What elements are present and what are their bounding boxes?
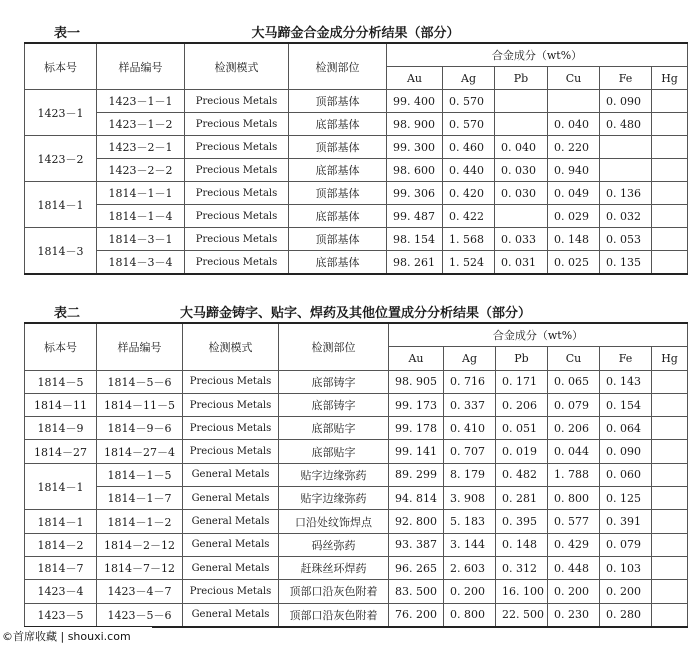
cell-specimen: 1814－1 (25, 463, 97, 510)
cell-value: 98. 261 (387, 251, 443, 275)
table-2-caption (24, 300, 687, 322)
cell-value: 0. 570 (443, 90, 495, 113)
cell-value: 1. 788 (548, 463, 600, 486)
cell-specimen: 1814－7 (25, 556, 97, 579)
table-row (25, 90, 688, 113)
cell-value (495, 90, 548, 113)
cell-mode: General Metals (183, 510, 279, 533)
cell-sample: 1423－1－1 (97, 90, 185, 113)
cell-value (652, 113, 688, 136)
cell-sample: 1814－7－12 (97, 556, 183, 579)
cell-specimen: 1814－1 (25, 182, 97, 228)
cell-mode: Precious Metals (185, 90, 289, 113)
header-element: Fe (600, 347, 652, 370)
cell-value: 99. 178 (389, 417, 444, 440)
cell-sample: 1814－9－6 (97, 417, 183, 440)
cell-value (652, 182, 688, 205)
cell-sample: 1814－1－2 (97, 510, 183, 533)
cell-value: 0. 040 (495, 136, 548, 159)
header-part: 检测部位 (289, 43, 387, 90)
cell-value: 0. 031 (495, 251, 548, 275)
cell-value: 0. 125 (600, 487, 652, 510)
cell-value (652, 228, 688, 251)
cell-mode: Precious Metals (183, 580, 279, 603)
cell-part: 底部铸字 (279, 370, 389, 393)
cell-value: 0. 429 (548, 533, 600, 556)
cell-mode: General Metals (183, 556, 279, 579)
cell-part: 顶部口沿灰色附着 (279, 603, 389, 627)
table-2 (24, 322, 688, 628)
cell-specimen: 1423－2 (25, 136, 97, 182)
cell-sample: 1814－27－4 (97, 440, 183, 463)
cell-value: 99. 400 (387, 90, 443, 113)
cell-sample: 1814－1－1 (97, 182, 185, 205)
header-sample: 样品编号 (97, 43, 185, 90)
table-row (25, 533, 688, 556)
cell-value: 0. 029 (548, 205, 600, 228)
cell-value: 0. 049 (548, 182, 600, 205)
cell-sample: 1423－2－2 (97, 159, 185, 182)
cell-mode: Precious Metals (183, 440, 279, 463)
cell-value: 98. 900 (387, 113, 443, 136)
cell-value: 99. 487 (387, 205, 443, 228)
cell-value: 0. 154 (600, 393, 652, 416)
header-specimen: 标本号 (25, 323, 97, 370)
cell-sample: 1814－1－4 (97, 205, 185, 228)
table-2-body (25, 370, 688, 627)
table-row (25, 159, 688, 182)
cell-value (652, 603, 688, 627)
cell-value: 89. 299 (389, 463, 444, 486)
cell-part: 顶部基体 (289, 136, 387, 159)
cell-mode: Precious Metals (185, 159, 289, 182)
cell-value: 0. 800 (548, 487, 600, 510)
cell-part: 顶部基体 (289, 90, 387, 113)
cell-value: 0. 033 (495, 228, 548, 251)
cell-value: 0. 044 (548, 440, 600, 463)
header-specimen: 标本号 (25, 43, 97, 90)
cell-specimen: 1814－2 (25, 533, 97, 556)
cell-specimen: 1423－4 (25, 580, 97, 603)
cell-value: 0. 079 (600, 533, 652, 556)
cell-value: 0. 940 (548, 159, 600, 182)
cell-value (652, 251, 688, 275)
cell-value: 0. 448 (548, 556, 600, 579)
cell-value (548, 90, 600, 113)
cell-mode: General Metals (183, 533, 279, 556)
cell-part: 口沿处纹饰焊点 (279, 510, 389, 533)
cell-value (652, 159, 688, 182)
cell-value: 0. 230 (548, 603, 600, 627)
cell-value (652, 556, 688, 579)
cell-value: 0. 200 (548, 580, 600, 603)
table-1-caption (24, 20, 687, 42)
cell-value (495, 113, 548, 136)
cell-specimen: 1814－1 (25, 510, 97, 533)
cell-value: 0. 800 (444, 603, 496, 627)
cell-value: 0. 171 (496, 370, 548, 393)
cell-value: 0. 032 (600, 205, 652, 228)
cell-value: 0. 135 (600, 251, 652, 275)
cell-value: 0. 410 (444, 417, 496, 440)
cell-value: 1. 524 (443, 251, 495, 275)
cell-part: 码丝弥药 (279, 533, 389, 556)
header-element: Au (387, 67, 443, 90)
cell-value: 0. 206 (496, 393, 548, 416)
table-2-label: 表二 (54, 306, 81, 321)
cell-value: 22. 500 (496, 603, 548, 627)
cell-mode: Precious Metals (185, 136, 289, 159)
cell-value: 0. 482 (496, 463, 548, 486)
cell-specimen: 1814－3 (25, 228, 97, 275)
cell-specimen: 1814－9 (25, 417, 97, 440)
header-mode: 检测模式 (185, 43, 289, 90)
header-element: Hg (652, 347, 688, 370)
cell-specimen: 1814－11 (25, 393, 97, 416)
table-row (25, 603, 688, 627)
cell-value: 0. 148 (496, 533, 548, 556)
table-2-block (24, 300, 687, 628)
cell-value: 0. 025 (548, 251, 600, 275)
cell-value: 0. 143 (600, 370, 652, 393)
cell-mode: Precious Metals (185, 205, 289, 228)
cell-sample: 1814－1－5 (97, 463, 183, 486)
cell-part: 底部铸字 (279, 393, 389, 416)
cell-value: 0. 090 (600, 440, 652, 463)
table-row (25, 556, 688, 579)
watermark: ©首席收藏 | shouxi.com (0, 627, 152, 647)
cell-value: 0. 420 (443, 182, 495, 205)
cell-part: 贴字边缘弥药 (279, 487, 389, 510)
cell-value: 0. 280 (600, 603, 652, 627)
cell-value: 0. 200 (600, 580, 652, 603)
cell-value (652, 393, 688, 416)
cell-mode: General Metals (183, 603, 279, 627)
cell-part: 顶部口沿灰色附着 (279, 580, 389, 603)
cell-value (652, 463, 688, 486)
cell-value: 98. 154 (387, 228, 443, 251)
cell-value: 0. 079 (548, 393, 600, 416)
table-row (25, 463, 688, 486)
header-mode: 检测模式 (183, 323, 279, 370)
cell-value: 0. 422 (443, 205, 495, 228)
cell-value: 0. 440 (443, 159, 495, 182)
table-row (25, 182, 688, 205)
cell-value (652, 136, 688, 159)
cell-value (652, 90, 688, 113)
cell-value: 3. 144 (444, 533, 496, 556)
cell-value: 0. 707 (444, 440, 496, 463)
cell-value: 0. 200 (444, 580, 496, 603)
cell-value: 0. 312 (496, 556, 548, 579)
cell-value: 0. 395 (496, 510, 548, 533)
cell-part: 底部贴字 (279, 417, 389, 440)
table-row (25, 251, 688, 275)
cell-value (652, 417, 688, 440)
header-element: Pb (496, 347, 548, 370)
header-element: Au (389, 347, 444, 370)
header-composition: 合金成分（wt%） (387, 43, 688, 67)
cell-value: 0. 577 (548, 510, 600, 533)
cell-value: 0. 148 (548, 228, 600, 251)
cell-value (652, 487, 688, 510)
table-row (25, 370, 688, 393)
header-element: Ag (444, 347, 496, 370)
cell-value: 0. 040 (548, 113, 600, 136)
cell-value: 0. 051 (496, 417, 548, 440)
cell-value: 98. 905 (389, 370, 444, 393)
table-row (25, 228, 688, 251)
table-row (25, 205, 688, 228)
cell-sample: 1423－2－1 (97, 136, 185, 159)
cell-value: 3. 908 (444, 487, 496, 510)
table-row (25, 417, 688, 440)
cell-specimen: 1814－27 (25, 440, 97, 463)
cell-part: 底部贴字 (279, 440, 389, 463)
cell-value: 0. 281 (496, 487, 548, 510)
cell-value (652, 370, 688, 393)
header-element: Fe (600, 67, 652, 90)
cell-value: 99. 141 (389, 440, 444, 463)
cell-value: 0. 090 (600, 90, 652, 113)
cell-part: 顶部基体 (289, 228, 387, 251)
cell-value (652, 580, 688, 603)
cell-sample: 1814－3－4 (97, 251, 185, 275)
cell-mode: General Metals (183, 463, 279, 486)
cell-value (652, 510, 688, 533)
table-1 (24, 42, 688, 275)
table-1-title: 大马蹄金合金成分分析结果（部分） (251, 26, 460, 41)
cell-value: 99. 300 (387, 136, 443, 159)
cell-value: 0. 064 (600, 417, 652, 440)
cell-sample: 1814－2－12 (97, 533, 183, 556)
cell-value: 0. 206 (548, 417, 600, 440)
cell-value (652, 205, 688, 228)
cell-value (600, 159, 652, 182)
cell-part: 赶珠丝环焊药 (279, 556, 389, 579)
cell-value (652, 440, 688, 463)
cell-mode: Precious Metals (183, 393, 279, 416)
cell-value: 0. 103 (600, 556, 652, 579)
header-element: Cu (548, 67, 600, 90)
cell-sample: 1814－11－5 (97, 393, 183, 416)
cell-value: 0. 019 (496, 440, 548, 463)
cell-part: 顶部基体 (289, 182, 387, 205)
table-1-label: 表一 (54, 26, 81, 41)
cell-value: 16. 100 (496, 580, 548, 603)
cell-sample: 1814－5－6 (97, 370, 183, 393)
cell-value: 99. 173 (389, 393, 444, 416)
table-row (25, 487, 688, 510)
cell-value: 83. 500 (389, 580, 444, 603)
header-element: Pb (495, 67, 548, 90)
cell-value: 0. 136 (600, 182, 652, 205)
cell-part: 底部基体 (289, 159, 387, 182)
cell-sample: 1423－1－2 (97, 113, 185, 136)
cell-value: 5. 183 (444, 510, 496, 533)
cell-mode: Precious Metals (185, 113, 289, 136)
table-2-title: 大马蹄金铸字、贴字、焊药及其他位置成分分析结果（部分） (179, 306, 531, 321)
cell-value: 94. 814 (389, 487, 444, 510)
header-element: Hg (652, 67, 688, 90)
cell-value: 0. 716 (444, 370, 496, 393)
cell-value: 1. 568 (443, 228, 495, 251)
cell-value: 0. 030 (495, 182, 548, 205)
table-row (25, 510, 688, 533)
cell-value: 0. 391 (600, 510, 652, 533)
cell-value: 0. 060 (600, 463, 652, 486)
cell-mode: Precious Metals (185, 251, 289, 275)
table-row (25, 580, 688, 603)
cell-sample: 1423－4－7 (97, 580, 183, 603)
cell-value: 2. 603 (444, 556, 496, 579)
cell-part: 底部基体 (289, 251, 387, 275)
header-part: 检测部位 (279, 323, 389, 370)
header-composition: 合金成分（wt%） (389, 323, 688, 347)
cell-value: 0. 570 (443, 113, 495, 136)
cell-value: 92. 800 (389, 510, 444, 533)
cell-sample: 1423－5－6 (97, 603, 183, 627)
cell-mode: Precious Metals (185, 228, 289, 251)
table-1-block (24, 20, 687, 275)
cell-value: 99. 306 (387, 182, 443, 205)
cell-value: 96. 265 (389, 556, 444, 579)
cell-part: 底部基体 (289, 113, 387, 136)
cell-part: 贴字边缘弥药 (279, 463, 389, 486)
cell-mode: Precious Metals (185, 182, 289, 205)
table-1-body (25, 90, 688, 275)
cell-value: 98. 600 (387, 159, 443, 182)
cell-sample: 1814－3－1 (97, 228, 185, 251)
cell-sample: 1814－1－7 (97, 487, 183, 510)
table-row (25, 113, 688, 136)
cell-value: 0. 460 (443, 136, 495, 159)
cell-value: 0. 065 (548, 370, 600, 393)
cell-value (600, 136, 652, 159)
cell-specimen: 1423－5 (25, 603, 97, 627)
cell-value (652, 533, 688, 556)
header-element: Ag (443, 67, 495, 90)
header-sample: 样品编号 (97, 323, 183, 370)
cell-specimen: 1814－5 (25, 370, 97, 393)
cell-mode: Precious Metals (183, 417, 279, 440)
header-element: Cu (548, 347, 600, 370)
table-row (25, 393, 688, 416)
cell-mode: General Metals (183, 487, 279, 510)
cell-value: 0. 220 (548, 136, 600, 159)
cell-part: 底部基体 (289, 205, 387, 228)
cell-value: 8. 179 (444, 463, 496, 486)
table-row (25, 440, 688, 463)
cell-value: 0. 053 (600, 228, 652, 251)
cell-value: 76. 200 (389, 603, 444, 627)
table-row (25, 136, 688, 159)
cell-value: 0. 337 (444, 393, 496, 416)
cell-value: 0. 030 (495, 159, 548, 182)
cell-value (495, 205, 548, 228)
cell-value: 0. 480 (600, 113, 652, 136)
cell-value: 93. 387 (389, 533, 444, 556)
cell-mode: Precious Metals (183, 370, 279, 393)
cell-specimen: 1423－1 (25, 90, 97, 136)
